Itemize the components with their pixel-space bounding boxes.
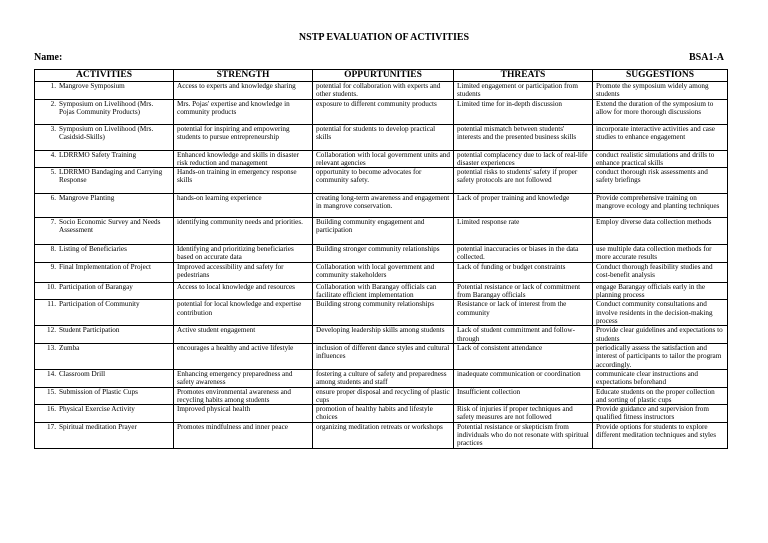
suggestions-cell: incorporate interactive activities and case studies to enhance engagement	[593, 124, 728, 150]
opportunities-cell: fostering a culture of safety and preparedness among students and staff	[313, 369, 454, 387]
opportunities-cell: Developing leadership skills among students	[313, 326, 454, 344]
activity-cell	[35, 369, 174, 387]
evaluation-table	[34, 69, 728, 449]
name-row	[34, 52, 724, 63]
activity-name: Symposium on Livelihood (Mrs. Casidsid-Skills)	[59, 124, 154, 141]
strength-cell: Active student engagement	[174, 326, 313, 344]
header-activities: ACTIVITIES	[35, 70, 174, 82]
activity-name: Mangrove Symposium	[59, 82, 125, 90]
suggestions-cell: Provide guidance and supervision from qualified fitness instructors	[593, 405, 728, 423]
activity-name: Physical Exercise Activity	[59, 405, 135, 414]
threats-cell: inadequate communication or coordination	[454, 369, 593, 387]
table-header-row	[35, 70, 728, 82]
activity-name: Spiritual meditation Prayer	[59, 422, 137, 431]
activity-name: Final Implementation of Project	[59, 262, 152, 271]
threats-cell: Lack of proper training and knowledge	[454, 194, 593, 218]
activity-name: Zumba	[59, 343, 80, 352]
table-row	[35, 405, 728, 423]
suggestions-cell: Provide options for students to explore different meditation techniques and styles	[593, 422, 728, 448]
table-row	[35, 124, 728, 150]
table-row	[35, 282, 728, 300]
strength-cell: identifying community needs and priorities.	[174, 218, 313, 245]
activity-name: LDRRMO Bandaging and Carrying Response	[59, 168, 163, 185]
activity-cell	[35, 422, 174, 448]
opportunities-cell: Building stronger community relationships	[313, 245, 454, 263]
row-number: 1.	[50, 82, 56, 90]
activity-name: Student Participation	[59, 326, 120, 335]
opportunities-cell: creating long-term awareness and engagement in mangrove conservation.	[313, 194, 454, 218]
threats-cell: Limited engagement or participation from students	[454, 82, 593, 100]
threats-cell: potential inaccuracies or biases in the data collected.	[454, 245, 593, 263]
strength-cell: Promotes mindfulness and inner peace	[174, 422, 313, 448]
threats-cell: Insufficient collection	[454, 387, 593, 405]
table-row	[35, 369, 728, 387]
opportunities-cell: potential for collaboration with experts and other students.	[313, 82, 454, 100]
row-number: 14.	[47, 369, 56, 378]
strength-cell: potential for local knowledge and expertise contribution	[174, 300, 313, 326]
table-row	[35, 168, 728, 194]
activity-cell	[35, 262, 174, 282]
suggestions-cell: Conduct community consultations and involve residents in the decision-making process	[593, 300, 728, 326]
activity-name: Participation of Barangay	[59, 282, 133, 291]
suggestions-cell: use multiple data collection methods for more accurate results	[593, 245, 728, 263]
strength-cell: Enhanced knowledge and skills in disaster risk reduction and management	[174, 150, 313, 168]
header-threats: THREATS	[454, 70, 593, 82]
threats-cell: Potential resistance or skepticism from individuals who do not resonate with spiritual practices	[454, 422, 593, 448]
table-row	[35, 194, 728, 218]
threats-cell: Risk of injuries if proper techniques and safety measures are not followed	[454, 405, 593, 423]
suggestions-cell: conduct thorough risk assessments and safety briefings	[593, 168, 728, 194]
suggestions-cell: communicate clear instructions and expectations beforehand	[593, 369, 728, 387]
activity-name: Participation of Community	[59, 300, 140, 309]
suggestions-cell: periodically assess the satisfaction and interest of participants to tailor the program accordingly.	[593, 343, 728, 369]
strength-cell: Mrs. Pojas' expertise and knowledge in community products	[174, 99, 313, 124]
threats-cell: Limited response rate	[454, 218, 593, 245]
activity-cell	[35, 99, 174, 124]
table-row	[35, 300, 728, 326]
activity-cell	[35, 326, 174, 344]
row-number: 4.	[50, 150, 56, 159]
header-strength: STRENGTH	[174, 70, 313, 82]
row-number: 6.	[50, 194, 56, 203]
threats-cell: potential complacency due to lack of real-life disaster experiences	[454, 150, 593, 168]
table-row	[35, 387, 728, 405]
suggestions-cell: conduct realistic simulations and drills to enhance practical skills	[593, 150, 728, 168]
suggestions-cell: Educate students on the proper collection and sorting of plastic cups	[593, 387, 728, 405]
opportunities-cell: opportunity to become advocates for community safety.	[313, 168, 454, 194]
opportunities-cell: Collaboration with local government units and relevant agencies	[313, 150, 454, 168]
header-opportunities: OPPURTUNITIES	[313, 70, 454, 82]
table-row	[35, 422, 728, 448]
activity-cell	[35, 124, 174, 150]
activity-cell	[35, 300, 174, 326]
activity-cell	[35, 387, 174, 405]
name-label: Name:	[34, 52, 63, 63]
opportunities-cell: Building strong community relationships	[313, 300, 454, 326]
strength-cell: Access to experts and knowledge sharing	[174, 82, 313, 100]
threats-cell: Lack of consistent attendance	[454, 343, 593, 369]
table-row	[35, 218, 728, 245]
row-number: 13.	[47, 343, 56, 352]
suggestions-cell: Conduct thorough feasibility studies and cost-benefit analysis	[593, 262, 728, 282]
table-row	[35, 262, 728, 282]
table-row	[35, 99, 728, 124]
strength-cell: hands-on learning experience	[174, 194, 313, 218]
document-title: NSTP EVALUATION OF ACTIVITIES	[298, 32, 470, 43]
opportunities-cell: Building community engagement and participation	[313, 218, 454, 245]
activity-cell	[35, 282, 174, 300]
suggestions-cell: Extend the duration of the symposium to allow for more thorough discussions	[593, 99, 728, 124]
row-number: 10.	[47, 282, 56, 291]
opportunities-cell: potential for students to develop practical skills	[313, 124, 454, 150]
row-number: 5.	[50, 168, 56, 177]
threats-cell: Lack of student commitment and follow-through	[454, 326, 593, 344]
suggestions-cell: Promote the symposium widely among students	[593, 82, 728, 100]
row-number: 9.	[50, 262, 56, 271]
threats-cell: potential mismatch between students' interests and the presented business skills	[454, 124, 593, 150]
strength-cell: Identifying and prioritizing beneficiaries based on accurate data	[174, 245, 313, 263]
row-number: 17.	[47, 422, 56, 431]
opportunities-cell: inclusion of different dance styles and cultural influences	[313, 343, 454, 369]
threats-cell: Potential resistance or lack of commitment from Barangay officials	[454, 282, 593, 300]
activity-name: Listing of Beneficiaries	[59, 245, 127, 254]
activity-name: LDRRMO Safety Training	[59, 150, 137, 159]
row-number: 15.	[47, 387, 56, 396]
table-row	[35, 82, 728, 100]
row-number: 11.	[47, 300, 56, 309]
activity-cell	[35, 405, 174, 423]
opportunities-cell: exposure to different community products	[313, 99, 454, 124]
activity-cell	[35, 218, 174, 245]
header-suggestions: SUGGESTIONS	[593, 70, 728, 82]
strength-cell: encourages a healthy and active lifestyle	[174, 343, 313, 369]
suggestions-cell: engage Barangay officials early in the planning process	[593, 282, 728, 300]
activity-name: Symposium on Livelihood (Mrs. Pojas Community Products)	[59, 99, 154, 116]
strength-cell: Improved accessibility and safety for pedestrians	[174, 262, 313, 282]
activity-cell	[35, 168, 174, 194]
row-number: 8.	[50, 245, 56, 254]
table-row	[35, 245, 728, 263]
row-number: 16.	[47, 405, 56, 414]
activity-name: Submission of Plastic Cups	[59, 387, 138, 396]
table-row	[35, 326, 728, 344]
activity-cell	[35, 194, 174, 218]
strength-cell: Promotes environmental awareness and recycling habits among students	[174, 387, 313, 405]
table-row	[35, 150, 728, 168]
activity-cell	[35, 245, 174, 263]
activity-name: Mangrove Planting	[59, 194, 115, 203]
row-number: 7.	[50, 218, 56, 227]
threats-cell: Resistance or lack of interest from the community	[454, 300, 593, 326]
strength-cell: Enhancing emergency preparedness and safety awareness	[174, 369, 313, 387]
opportunities-cell: Collaboration with Barangay officials can facilitate efficient implementation	[313, 282, 454, 300]
strength-cell: Access to local knowledge and resources	[174, 282, 313, 300]
activity-cell	[35, 150, 174, 168]
opportunities-cell: Collaboration with local government and community stakeholders	[313, 262, 454, 282]
suggestions-cell: Employ diverse data collection methods	[593, 218, 728, 245]
opportunities-cell: promotion of healthy habits and lifestyle choices	[313, 405, 454, 423]
strength-cell: Improved physical health	[174, 405, 313, 423]
strength-cell: potential for inspiring and empowering students to pursue entrepreneurship	[174, 124, 313, 150]
suggestions-cell: Provide clear guidelines and expectations to students	[593, 326, 728, 344]
activity-cell	[35, 82, 174, 100]
table-row	[35, 343, 728, 369]
opportunities-cell: ensure proper disposal and recycling of plastic cups	[313, 387, 454, 405]
suggestions-cell: Provide comprehensive training on mangrove ecology and planting techniques	[593, 194, 728, 218]
activity-name: Classroom Drill	[59, 369, 106, 378]
row-number: 3.	[50, 124, 56, 133]
strength-cell: Hands-on training in emergency response skills	[174, 168, 313, 194]
opportunities-cell: organizing meditation retreats or workshops	[313, 422, 454, 448]
section-label: BSA1-A	[688, 52, 724, 63]
threats-cell: Lack of funding or budget constraints	[454, 262, 593, 282]
threats-cell: Limited time for in-depth discussion	[454, 99, 593, 124]
activity-name: Socio Economic Survey and Needs Assessment	[59, 218, 161, 235]
threats-cell: potential risks to students' safety if proper safety protocols are not followed	[454, 168, 593, 194]
row-number: 12.	[47, 326, 56, 335]
activity-cell	[35, 343, 174, 369]
row-number: 2.	[50, 99, 56, 108]
